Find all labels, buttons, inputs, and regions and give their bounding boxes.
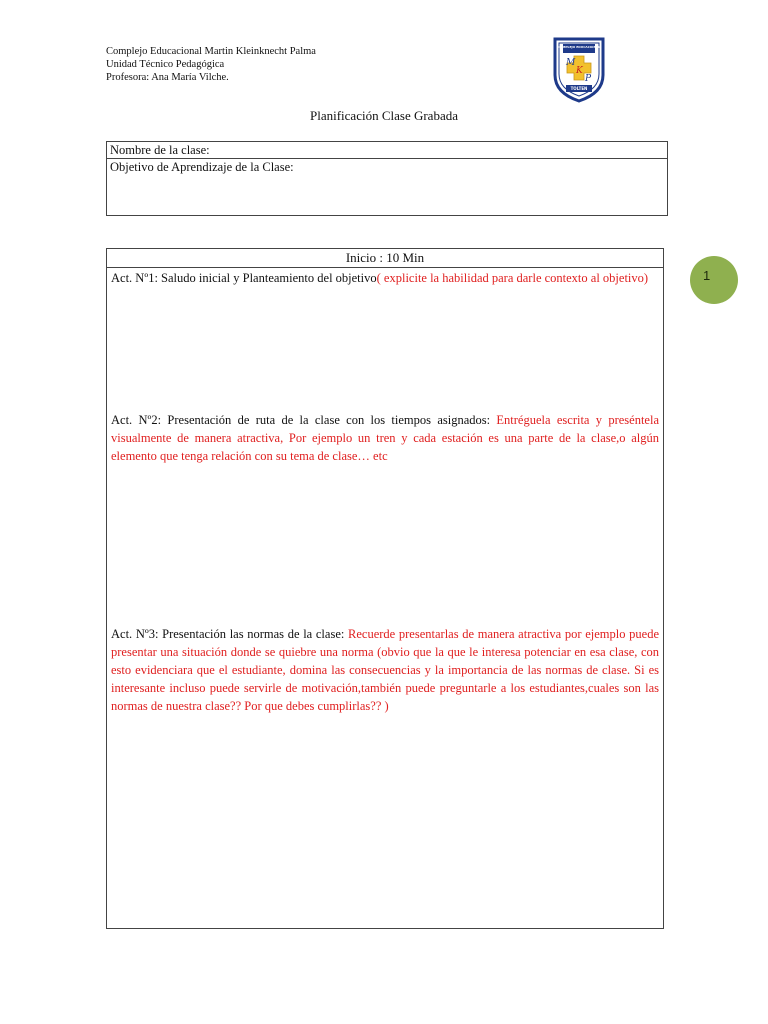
logo-bottom-text: TOLTEN bbox=[570, 86, 588, 91]
activity-1-label: Act. Nº1: Saludo inicial y Planteamiento del objetivo bbox=[111, 271, 377, 285]
school-name: Complejo Educacional Martin Kleinknecht Palma bbox=[106, 46, 316, 57]
department-name: Unidad Técnico Pedagógica bbox=[106, 59, 225, 70]
class-name-field: Nombre de la clase: bbox=[107, 142, 668, 159]
teacher-name: Profesora: Ana María Vilche. bbox=[106, 72, 229, 83]
page-number: 1 bbox=[703, 268, 711, 283]
school-logo bbox=[549, 35, 609, 103]
activity-1-note: ( explicite la habilidad para darle contexto al objetivo) bbox=[376, 271, 649, 285]
logo-top-text: COMPLEJO EDUCACIONAL bbox=[557, 45, 601, 49]
inicio-header: Inicio : 10 Min bbox=[107, 249, 663, 268]
activity-2-note: Entréguela escrita y preséntela visualmente de manera atractiva, Por ejemplo un tren y cada estación es una parte de la clase,o algún elemento que tenga relación con su tema de clase… etc bbox=[111, 413, 660, 463]
class-info-table bbox=[106, 141, 668, 216]
activity-1 bbox=[111, 269, 659, 287]
activity-3 bbox=[111, 625, 659, 715]
svg-text:M: M bbox=[566, 58, 576, 68]
document-title: Planificación Clase Grabada bbox=[310, 108, 458, 123]
activity-2 bbox=[111, 411, 659, 465]
school-header bbox=[106, 45, 316, 84]
activity-2-label: Act. Nº2: Presentación de ruta de la clase con los tiempos asignados: bbox=[111, 413, 497, 427]
svg-text:K: K bbox=[576, 66, 583, 76]
inicio-section bbox=[106, 248, 664, 929]
page-number-badge bbox=[690, 256, 738, 304]
learning-objective-field: Objetivo de Aprendizaje de la Clase: bbox=[107, 159, 668, 216]
svg-text:P: P bbox=[585, 74, 592, 84]
activity-3-note: Recuerde presentarlas de manera atractiva por ejemplo puede presentar una situación donde se quiebre una norma (obvio que la que le interesa potenciar en esa clase, con esto evidenciara que el estudiante, domina las consecuencias y la importancia de las normas de clase. Si es interesante incluso puede servirle de motivación,también puede preguntarle a los estudiantes,cuales son las normas de nuestra clase?? Por que debes cumplirlas?? ) bbox=[111, 627, 659, 713]
activity-3-label: Act. Nº3: Presentación las normas de la clase: bbox=[111, 627, 349, 641]
